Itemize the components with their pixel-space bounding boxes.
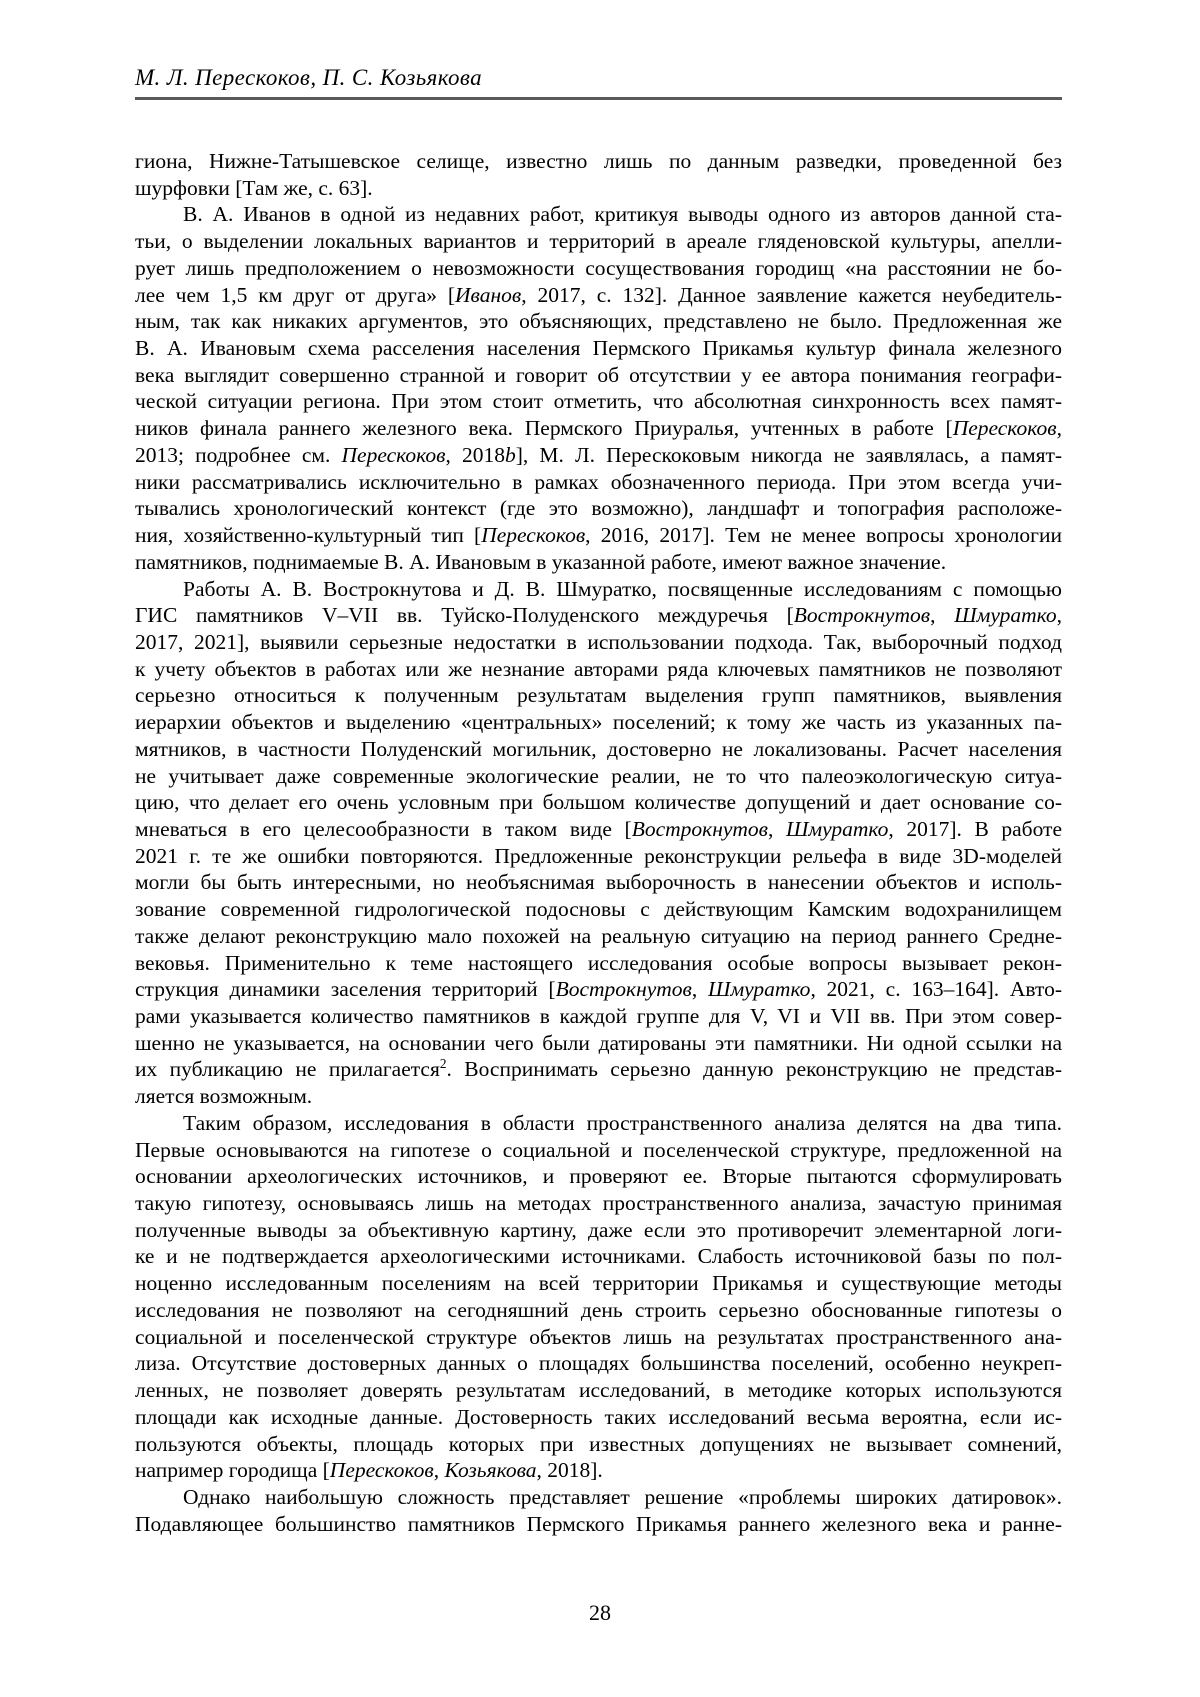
text-line [135, 763, 1062, 790]
text-segment: ке и не подтверждается археологическими источниками. Слабость источниковой базы по пол- [135, 1244, 1062, 1269]
text-line [135, 1511, 1062, 1538]
header-rule [135, 97, 1062, 100]
text-segment: В. А. Иванов в одной из недавних работ, критикуя выводы одного из авторов данной ста- [183, 202, 1062, 227]
text-line [135, 1163, 1062, 1190]
text-line [135, 1243, 1062, 1270]
text-segment: иерархии объектов и выделению «центральных» поселений; к тому же часть из указанных па- [135, 710, 1062, 735]
text-segment: их публикацию не прилагается [135, 1057, 440, 1082]
text-line [135, 976, 1062, 1003]
text-segment: к учету объектов в работах или же незнание авторами ряда ключевых памятников не позволяют [135, 656, 1062, 681]
text-segment: Вострокнутов [793, 603, 931, 628]
text-segment: века выглядит совершенно странной и говорит об отсутствии у ее автора понимания географи- [135, 362, 1062, 387]
text-segment: ники рассматривались исключительно в рамках обозначенного периода. При этом всегда учи- [135, 469, 1062, 494]
text-segment: Шмуратко [785, 816, 889, 841]
text-line [135, 602, 1062, 629]
text-line [135, 549, 1062, 576]
text-line [135, 816, 1062, 843]
text-line [135, 442, 1062, 469]
text-segment: , 2021, с. 163–164]. Авто- [810, 977, 1063, 1002]
text-segment: струкция динамики заселения территорий [ [135, 977, 556, 1002]
text-segment: Вострокнутов [631, 816, 769, 841]
text-segment: ческой ситуации региона. При этом стоит отметить, что абсолютная синхронность всех памят- [135, 389, 1062, 414]
text-line [135, 843, 1062, 870]
page-number: 28 [589, 1600, 611, 1625]
text-line [135, 629, 1062, 656]
text-line [135, 335, 1062, 362]
text-segment: тывались хронологический контекст (где это возможно), ландшафт и топография расположе- [135, 496, 1062, 521]
text-segment: ников финала раннего железного века. Пермского Приуралья, учтенных в работе [ [135, 416, 953, 441]
text-segment: основании археологических источников, и проверяют ее. Вторые пытаются сформулировать [135, 1164, 1062, 1189]
paragraph [135, 576, 1062, 1110]
text-line [135, 1297, 1062, 1324]
text-segment: , [768, 816, 786, 841]
text-segment: , 2017]. В работе [888, 816, 1062, 841]
text-segment: гиона, Нижне-Татышевское селище, известно лишь по данным разведки, проведенной без [135, 149, 1062, 173]
text-segment: площади как исходные данные. Достоверность таких исследований весьма вероятна, если ис- [135, 1404, 1062, 1429]
text-segment: Вострокнутов [555, 977, 692, 1002]
text-line [135, 1457, 1062, 1484]
text-segment: Однако наибольшую сложность представляет решение «проблемы широких датировок». [183, 1484, 1062, 1509]
text-line [135, 576, 1062, 603]
text-segment: Таким образом, исследования в области пространственного анализа делятся на два типа. [183, 1110, 1062, 1135]
text-line [135, 362, 1062, 389]
text-segment: рует лишь предположением о невозможности сосуществования городищ «на расстоянии не бо- [135, 255, 1062, 280]
text-segment: могли бы быть интересными, но необъяснимая выборочность в нанесении объектов и исполь- [135, 870, 1062, 895]
text-segment: лиза. Отсутствие достоверных данных о площадях большинства поселений, особенно неукреп- [135, 1351, 1062, 1376]
text-line [135, 736, 1062, 763]
text-segment: ния, хозяйственно-культурный тип [ [135, 523, 482, 548]
text-line [135, 201, 1062, 228]
text-segment: Перескоков [329, 1458, 434, 1483]
text-segment: например городища [ [135, 1458, 330, 1483]
text-segment: Подавляющее большинство памятников Пермского Прикамья раннего железного века и ранне- [135, 1511, 1062, 1536]
text-segment: ляется возможным. [135, 1084, 313, 1109]
text-line [135, 1324, 1062, 1351]
text-segment: мневаться в его целесообразности в таком виде [ [135, 816, 632, 841]
text-segment: , 2017, с. 132]. Данное заявление кажется неубедитель- [521, 282, 1062, 307]
text-segment: вековья. Применительно к теме настоящего исследования особые вопросы вызывает рекон- [135, 950, 1062, 975]
text-line [135, 1056, 1062, 1083]
text-segment: Перескоков [341, 442, 446, 467]
text-segment: ным, так как никаких аргументов, это объясняющих, представлено не было. Предложенная же [135, 309, 1062, 334]
text-segment: социальной и поселенческой структуре объектов лишь на результатах пространственного ана- [135, 1324, 1062, 1349]
text-line [135, 1270, 1062, 1297]
text-segment: Перескоков [481, 523, 586, 548]
text-line [135, 522, 1062, 549]
paragraph [135, 1484, 1062, 1537]
text-segment: Козьякова [444, 1458, 537, 1483]
text-segment: пользуются объекты, площадь которых при известных допущениях не вызывает сомнений, [135, 1431, 1062, 1456]
text-segment: Шмуратко [954, 603, 1057, 628]
text-line [135, 282, 1062, 309]
text-segment: серьезно относиться к полученным результатам выделения групп памятников, выявления [135, 683, 1062, 708]
text-line [135, 1190, 1062, 1217]
text-line [135, 869, 1062, 896]
text-line [135, 1003, 1062, 1030]
text-line [135, 789, 1062, 816]
running-header-authors: М. Л. Перескоков, П. С. Козьякова [135, 65, 483, 90]
text-segment: Иванов [455, 282, 522, 307]
text-line [135, 1083, 1062, 1110]
text-segment: . Воспринимать серьезно данную реконструкцию не представ- [446, 1057, 1062, 1082]
text-line [135, 388, 1062, 415]
body-text [135, 148, 1062, 1537]
text-line [135, 228, 1062, 255]
text-segment: В. А. Ивановым схема расселения населения Пермского Прикамья культур финала железного [135, 336, 1062, 361]
text-segment: Перескоков [952, 416, 1057, 441]
text-segment: исследования не позволяют на сегодняшний день строить серьезно обоснованные гипотезы о [135, 1297, 1062, 1322]
text-segment: 2021 г. те же ошибки повторяются. Предложенные реконструкции рельефа в виде 3D-моделей [135, 843, 1062, 868]
paragraph [135, 148, 1062, 201]
text-segment: , 2018]. [536, 1458, 603, 1483]
text-segment: Работы А. В. Вострокнутова и Д. В. Шмуратко, посвященные исследованиям с помощью [183, 576, 1062, 601]
text-line [135, 1431, 1062, 1458]
text-segment: Шмуратко [708, 977, 811, 1002]
text-segment: зование современной гидрологической подосновы с действующим Камским водохранилищем [135, 897, 1062, 922]
text-line [135, 1137, 1062, 1164]
text-segment: , 2016, 2017]. Тем не менее вопросы хронологии [585, 523, 1062, 548]
text-segment: памятников, поднимаемые В. А. Ивановым в указанной работе, имеют важное значение. [135, 549, 947, 574]
text-segment: полученные выводы за объективную картину, даже если это противоречит элементарной логи- [135, 1217, 1062, 1242]
text-segment: рами указывается количество памятников в каждой группе для V, VI и VII вв. При этом совер- [135, 1004, 1062, 1028]
text-segment: 2017, 2021], выявили серьезные недостатки в использовании подхода. Так, выборочный подход [135, 629, 1062, 654]
paragraph [135, 201, 1062, 575]
text-segment: лее чем 1,5 км друг от друга» [ [135, 282, 456, 307]
text-segment: , [691, 977, 709, 1002]
text-segment: ноценно исследованным поселениям на всей территории Прикамья и существующие методы [135, 1271, 1062, 1296]
text-line [135, 1217, 1062, 1244]
text-segment: 2013; подробнее см. [135, 442, 342, 467]
text-line [135, 495, 1062, 522]
text-segment: цию, что делает его очень условным при большом количестве допущений и дает основание со- [135, 790, 1062, 815]
text-line [135, 255, 1062, 282]
text-segment: b [504, 442, 516, 467]
text-segment: ленных, не позволяет доверять результатам исследований, в методике которых используются [135, 1378, 1062, 1403]
text-line [135, 148, 1062, 175]
text-line [135, 682, 1062, 709]
text-segment: , [433, 1458, 445, 1483]
text-segment: мятников, в частности Полуденский могильник, достоверно не локализованы. Расчет населения [135, 736, 1062, 761]
text-segment: , [930, 603, 955, 628]
text-segment: Первые основываются на гипотезе о социальной и поселенческой структуре, предложенной на [135, 1137, 1062, 1162]
text-line [135, 469, 1062, 496]
text-line [135, 1404, 1062, 1431]
footnote-marker: 2 [439, 1056, 447, 1072]
text-segment: ], М. Л. Перескоковым никогда не заявлялась, а памят- [515, 442, 1063, 467]
text-segment: , [1056, 416, 1062, 441]
running-header [135, 63, 1062, 100]
text-segment: шурфовки [Там же, с. 63]. [135, 175, 373, 200]
text-segment: также делают реконструкцию мало похожей на реальную ситуацию на период раннего Средне- [135, 923, 1062, 948]
text-line [135, 1484, 1062, 1511]
text-segment: тьи, о выделении локальных вариантов и территорий в ареале гляденовской культуры, апелли- [135, 229, 1062, 254]
text-segment: такую гипотезу, основываясь лишь на методах пространственного анализа, зачастую принимая [135, 1191, 1062, 1216]
text-line [135, 923, 1062, 950]
text-line [135, 896, 1062, 923]
text-line [135, 1350, 1062, 1377]
text-segment: , [1056, 603, 1062, 628]
text-line [135, 1110, 1062, 1137]
text-segment: ГИС памятников V–VII вв. Туйско-Полуденского междуречья [ [135, 603, 794, 628]
paragraph [135, 1110, 1062, 1484]
text-line [135, 175, 1062, 202]
text-line [135, 308, 1062, 335]
text-line [135, 656, 1062, 683]
text-segment: , 2018 [445, 442, 505, 467]
text-line [135, 1030, 1062, 1057]
text-line [135, 950, 1062, 977]
text-line [135, 415, 1062, 442]
text-segment: шенно не указывается, на основании чего были датированы эти памятники. Ни одной ссылки на [135, 1030, 1062, 1055]
text-line [135, 709, 1062, 736]
text-segment: не учитывает даже современные экологические реалии, не то что палеоэкологическую ситуа- [135, 763, 1062, 788]
text-line [135, 1377, 1062, 1404]
